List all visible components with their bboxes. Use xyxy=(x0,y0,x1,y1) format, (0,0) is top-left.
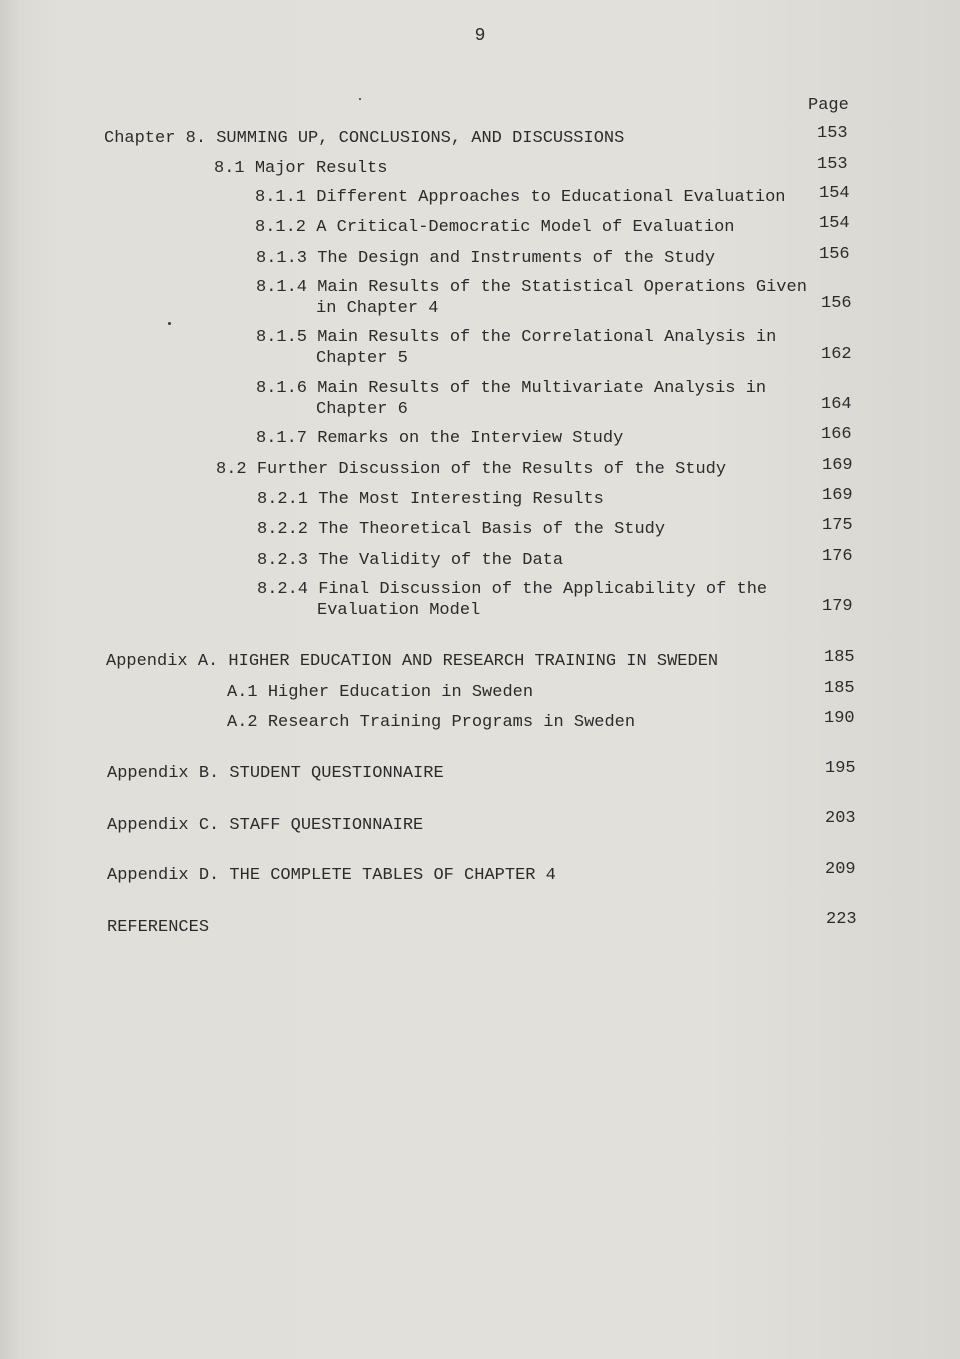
paper-speck xyxy=(168,322,171,325)
toc-entry-title: Major Results xyxy=(254,159,388,178)
toc-entry-title: A Critical-Democratic Model of Evaluation xyxy=(316,218,735,237)
toc-entry-page: 209 xyxy=(825,860,856,879)
toc-entry-8-2-4[interactable] xyxy=(257,579,767,621)
toc-entry-number: 8.2.4 xyxy=(257,580,309,599)
toc-entry-page: 179 xyxy=(822,597,853,616)
toc-entry-chapter-8[interactable] xyxy=(104,128,624,149)
toc-entry-number: 8.1.5 xyxy=(256,328,308,347)
toc-entry-page: 166 xyxy=(821,425,852,444)
toc-entry-title: REFERENCES xyxy=(107,918,210,937)
toc-entry-title-continued: Evaluation Model xyxy=(317,601,481,620)
toc-entry-page: 154 xyxy=(819,184,850,203)
toc-entry-a-2[interactable] xyxy=(227,712,635,733)
page-number: 9 xyxy=(474,26,486,46)
toc-entry-number: 8.2.2 xyxy=(257,520,309,539)
toc-entry-8-1-7[interactable] xyxy=(256,428,623,449)
toc-entry-title: Final Discussion of the Applicability of the xyxy=(318,580,768,599)
toc-entry-page: 169 xyxy=(822,486,853,505)
toc-entry-number: Appendix B. xyxy=(107,764,220,783)
toc-entry-title: STUDENT QUESTIONNAIRE xyxy=(229,764,444,783)
toc-entry-title: STAFF QUESTIONNAIRE xyxy=(229,816,424,835)
toc-entry-appendix-b[interactable] xyxy=(107,763,444,784)
toc-entry-page: 176 xyxy=(822,547,853,566)
page-column-heading: Page xyxy=(808,96,849,115)
toc-entry-title: The Design and Instruments of the Study xyxy=(317,249,716,268)
toc-entry-page: 175 xyxy=(822,516,853,535)
toc-entry-8-2[interactable] xyxy=(216,459,726,480)
toc-entry-title-continued: in Chapter 4 xyxy=(316,299,439,318)
toc-entry-page: 169 xyxy=(822,456,853,475)
toc-entry-number: Appendix D. xyxy=(107,866,220,885)
toc-entry-page: 195 xyxy=(825,759,856,778)
toc-entry-page: 190 xyxy=(824,709,855,728)
toc-entry-number: 8.1.7 xyxy=(256,429,308,448)
toc-entry-number: 8.2 xyxy=(216,460,247,479)
toc-entry-references[interactable] xyxy=(107,917,209,938)
toc-entry-number: Appendix A. xyxy=(106,652,219,671)
toc-entry-title: Main Results of the Correlational Analysis in xyxy=(317,328,777,347)
toc-entry-title: Main Results of the Multivariate Analysis in xyxy=(317,379,767,398)
toc-entry-number: 8.1.3 xyxy=(256,249,308,268)
toc-entry-number: A.2 xyxy=(227,713,258,732)
toc-entry-number: 8.2.1 xyxy=(257,490,309,509)
toc-entry-number: Chapter 8. xyxy=(104,129,207,148)
toc-entry-title: Different Approaches to Educational Evaluation xyxy=(316,188,786,207)
toc-entry-title: Remarks on the Interview Study xyxy=(317,429,624,448)
toc-entry-appendix-d[interactable] xyxy=(107,865,556,886)
toc-entry-page: 162 xyxy=(821,345,852,364)
toc-entry-8-1[interactable] xyxy=(214,158,387,179)
toc-entry-page: 153 xyxy=(817,124,848,143)
toc-entry-8-2-1[interactable] xyxy=(257,489,604,510)
toc-entry-title: Main Results of the Statistical Operations Given xyxy=(317,278,807,297)
toc-entry-title: Further Discussion of the Results of the Study xyxy=(256,460,727,479)
toc-entry-page: 185 xyxy=(824,648,855,667)
toc-entry-page: 223 xyxy=(826,910,857,929)
toc-entry-title: THE COMPLETE TABLES OF CHAPTER 4 xyxy=(229,866,556,885)
toc-entry-number: 8.1 xyxy=(214,159,245,178)
toc-entry-number: A.1 xyxy=(227,683,258,702)
toc-entry-page: 185 xyxy=(824,679,855,698)
toc-entry-title: Higher Education in Sweden xyxy=(267,683,534,702)
toc-entry-appendix-a[interactable] xyxy=(106,651,718,672)
toc-entry-number: 8.1.1 xyxy=(255,188,307,207)
toc-entry-number: 8.1.2 xyxy=(255,218,307,237)
toc-entry-appendix-c[interactable] xyxy=(107,815,423,836)
toc-entry-number: 8.1.6 xyxy=(256,379,308,398)
toc-entry-number: 8.2.3 xyxy=(257,551,309,570)
toc-entry-title: HIGHER EDUCATION AND RESEARCH TRAINING IN SWEDEN xyxy=(228,652,719,671)
toc-entry-8-1-6[interactable] xyxy=(256,378,766,420)
toc-entry-page: 153 xyxy=(817,155,848,174)
toc-entry-8-1-5[interactable] xyxy=(256,327,776,369)
toc-entry-title: The Most Interesting Results xyxy=(318,490,604,509)
toc-entry-title-continued: Chapter 6 xyxy=(316,400,408,419)
toc-entry-8-1-1[interactable] xyxy=(255,187,786,208)
paper-speck xyxy=(359,98,361,100)
toc-entry-8-2-3[interactable] xyxy=(257,550,563,571)
toc-entry-page: 154 xyxy=(819,214,850,233)
toc-entry-page: 156 xyxy=(821,294,852,313)
toc-entry-number: 8.1.4 xyxy=(256,278,308,297)
toc-entry-page: 164 xyxy=(821,395,852,414)
toc-entry-title-continued: Chapter 5 xyxy=(316,349,408,368)
toc-entry-8-2-2[interactable] xyxy=(257,519,665,540)
toc-entry-title: The Theoretical Basis of the Study xyxy=(318,520,666,539)
toc-entry-a-1[interactable] xyxy=(227,682,533,703)
toc-entry-8-1-2[interactable] xyxy=(255,217,735,238)
toc-entry-page: 156 xyxy=(819,245,850,264)
toc-entry-8-1-3[interactable] xyxy=(256,248,715,269)
toc-entry-number: Appendix C. xyxy=(107,816,220,835)
toc-entry-8-1-4[interactable] xyxy=(256,277,807,319)
toc-entry-page: 203 xyxy=(825,809,856,828)
toc-entry-title: Research Training Programs in Sweden xyxy=(267,713,636,732)
toc-entry-title: The Validity of the Data xyxy=(318,551,564,570)
toc-entry-title: SUMMING UP, CONCLUSIONS, AND DISCUSSIONS xyxy=(216,129,625,148)
